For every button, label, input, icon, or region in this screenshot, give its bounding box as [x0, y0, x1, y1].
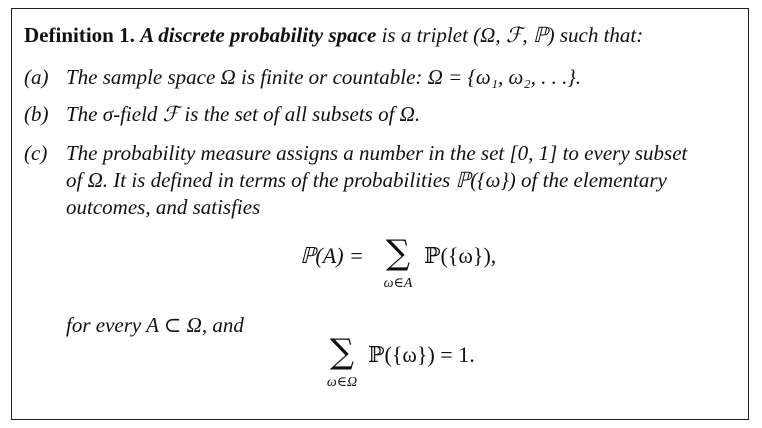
connector-text: for every A ⊂ Ω, and — [66, 313, 244, 337]
equation-1-rhs-text: ℙ({ω}), — [424, 243, 497, 268]
equation-1-subscript: ω∈A — [383, 276, 413, 291]
item-c-line-3: outcomes, and satisfies — [66, 195, 261, 219]
definition-number: Definition 1. — [24, 23, 135, 47]
item-b-text: The σ-field ℱ is the set of all subsets of Ω. — [66, 102, 421, 126]
sum-symbol-1: ∑ — [385, 233, 411, 273]
definition-term: A discrete probability space — [140, 23, 377, 47]
equation-1-rhs — [424, 243, 496, 269]
definition-heading — [24, 22, 643, 48]
equation-2-rhs — [368, 342, 475, 368]
equation-1-lhs-text: ℙ(A) = — [300, 243, 364, 268]
item-b-label: (b) — [24, 102, 49, 126]
item-c-label: (c) — [24, 141, 48, 165]
equation-1-lhs — [300, 243, 364, 269]
equation-1-sum — [376, 233, 420, 292]
sum-symbol-2: ∑ — [329, 332, 355, 372]
definition-heading-rest: is a triplet (Ω, ℱ, ℙ) such that: — [381, 23, 644, 47]
equation-2-sum — [320, 332, 364, 391]
item-a-text: The sample space Ω is finite or countable: Ω = {ω₁, ω₂, . . .}. — [66, 65, 582, 89]
item-c-line-1: The probability measure assigns a number in the set [0, 1] to every subset — [66, 141, 688, 165]
equation-2-rhs-text: ℙ({ω}) = 1. — [368, 342, 475, 367]
equation-2-subscript: ω∈Ω — [326, 375, 358, 390]
item-a-label: (a) — [24, 65, 49, 89]
item-c-line-2: of Ω. It is defined in terms of the probabilities ℙ({ω}) of the elementary — [66, 168, 667, 192]
